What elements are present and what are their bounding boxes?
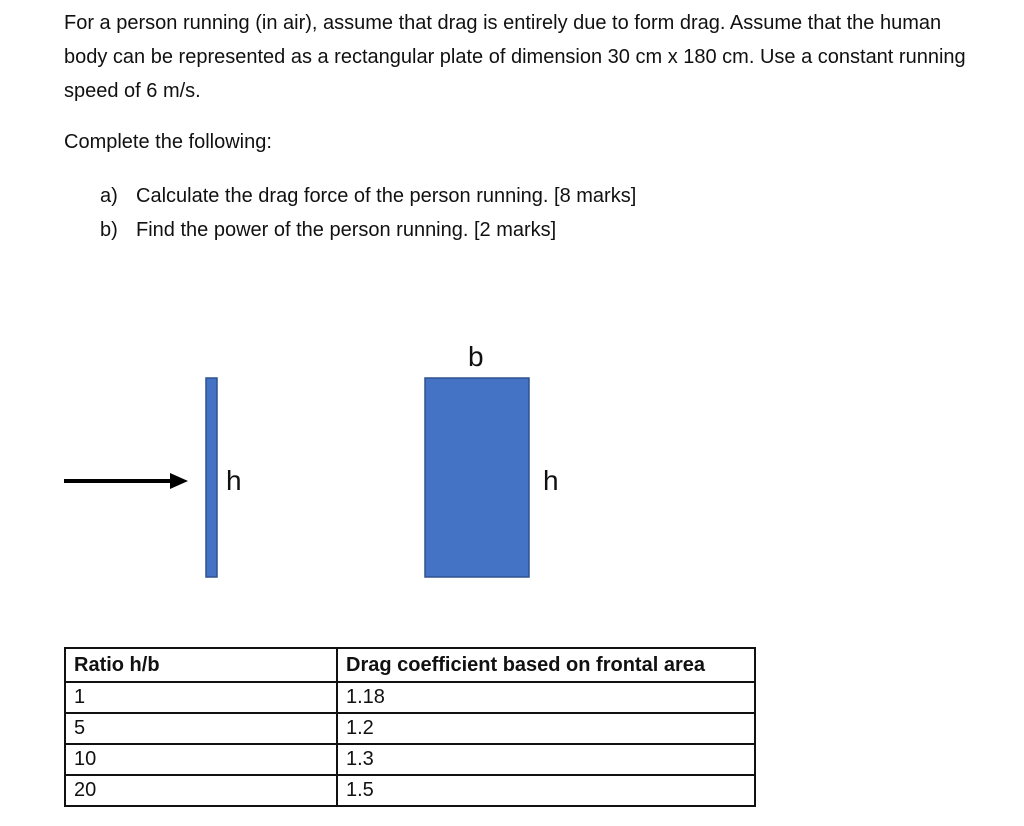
task-list bbox=[100, 179, 636, 247]
ratio-cell: 1 bbox=[65, 682, 337, 713]
drag-coefficient-header: Drag coefficient based on frontal area bbox=[337, 648, 755, 682]
front-view-plate bbox=[425, 378, 529, 577]
side-view-plate bbox=[206, 378, 217, 577]
drag-coefficient-table bbox=[64, 647, 756, 807]
coefficient-cell: 1.5 bbox=[337, 775, 755, 806]
problem-intro: For a person running (in air), assume that drag is entirely due to form drag. Assume that the human body can be represented as a rectangular plate of dimension 30 cm x 180 cm. Use a constant running speed of 6 m/s. bbox=[64, 12, 966, 102]
ratio-header: Ratio h/b bbox=[65, 648, 337, 682]
flow-arrow-head bbox=[170, 473, 188, 489]
table-header-row bbox=[65, 648, 755, 682]
table-row bbox=[65, 682, 755, 713]
task-letter: a) bbox=[100, 185, 118, 207]
table-row bbox=[65, 744, 755, 775]
task-item bbox=[100, 213, 636, 247]
side-view-h-label: h bbox=[226, 465, 242, 496]
task-item bbox=[100, 179, 636, 213]
task-letter: b) bbox=[100, 219, 118, 241]
task-text: Find the power of the person running. [2 marks] bbox=[136, 219, 557, 241]
problem-prompt: Complete the following: bbox=[64, 131, 272, 153]
table-row bbox=[65, 775, 755, 806]
table-row bbox=[65, 713, 755, 744]
front-view-b-label: b bbox=[468, 341, 484, 372]
plate-diagram bbox=[0, 330, 1024, 590]
front-view-h-label: h bbox=[543, 465, 559, 496]
coefficient-cell: 1.2 bbox=[337, 713, 755, 744]
ratio-cell: 20 bbox=[65, 775, 337, 806]
task-text: Calculate the drag force of the person running. [8 marks] bbox=[136, 185, 637, 207]
coefficient-cell: 1.18 bbox=[337, 682, 755, 713]
ratio-cell: 5 bbox=[65, 713, 337, 744]
ratio-cell: 10 bbox=[65, 744, 337, 775]
coefficient-cell: 1.3 bbox=[337, 744, 755, 775]
